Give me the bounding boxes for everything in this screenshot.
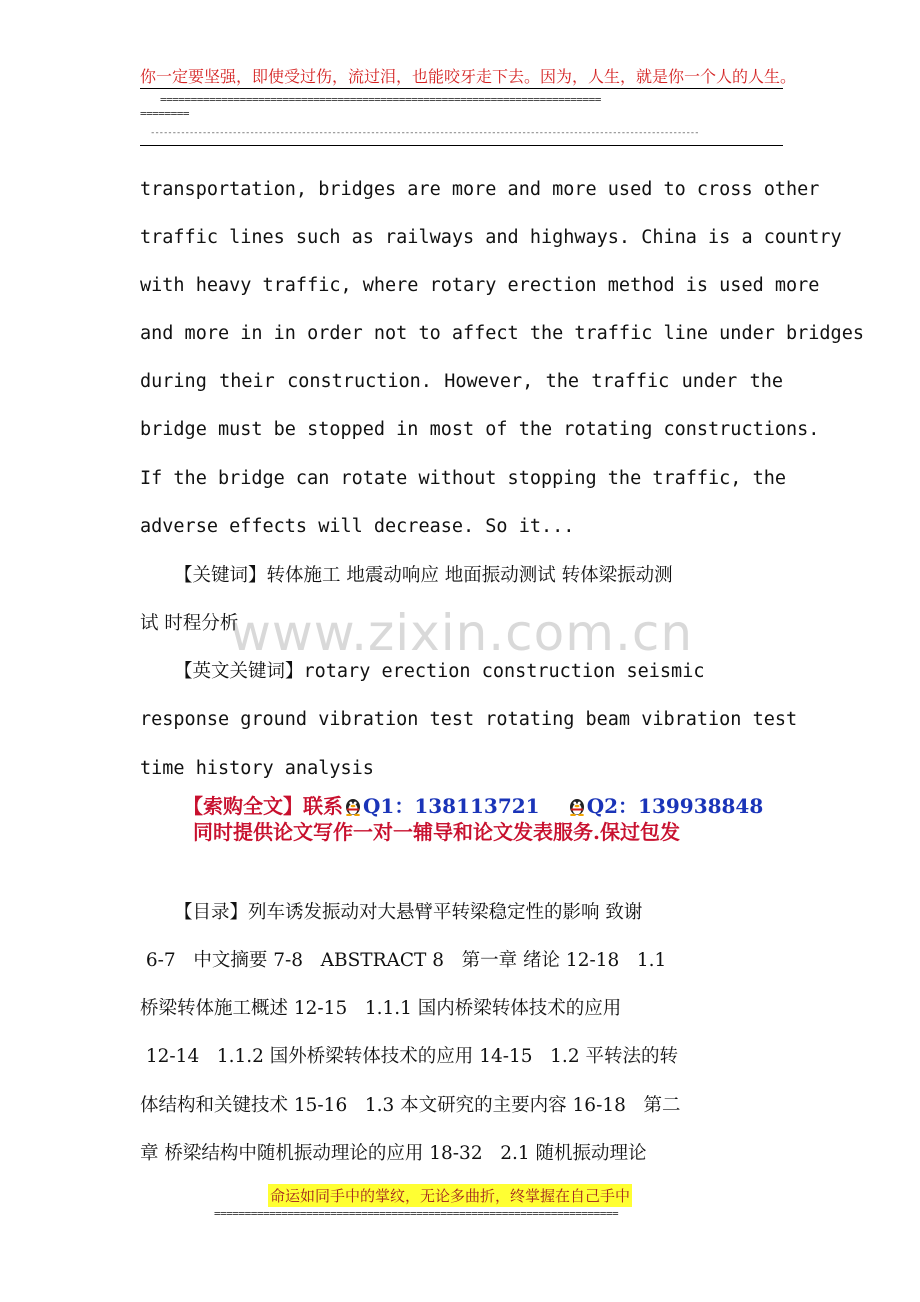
toc-line: 桥梁转体施工概述 12-15 1.1.1 国内桥梁转体技术的应用 xyxy=(140,998,622,1019)
keywords-en: 【英文关键词】rotary erection construction seismic xyxy=(174,661,705,682)
qq-penguin-icon[interactable] xyxy=(568,796,586,816)
toc-line: 章 桥梁结构中随机振动理论的应用 18-32 2.1 随机振动理论 xyxy=(140,1143,647,1164)
header-rule-top xyxy=(140,88,783,89)
watermark: www.zixin.com.cn xyxy=(230,604,694,662)
keywords-cn-cont: 试 时程分析 xyxy=(140,613,239,634)
abstract-line: during their construction. However, the traffic under the xyxy=(140,371,783,392)
header-motto: 你一定要坚强，即使受过伤，流过泪，也能咬牙走下去。因为，人生，就是你一个人的人生。 xyxy=(140,67,797,86)
purchase-service: 同时提供论文写作一对一辅导和论文发表服务.保过包发 xyxy=(193,820,680,844)
footer-equals-line: ================================================================== xyxy=(214,1207,619,1220)
purchase-q2[interactable]: Q2：139938848 xyxy=(586,794,764,818)
purchase-contact xyxy=(183,790,763,819)
header-equals-line-cont: ======== xyxy=(140,107,189,120)
abstract-line: adverse effects will decrease. So it... xyxy=(140,516,575,537)
header-rule-bottom xyxy=(140,145,783,146)
toc-line: 【目录】列车诱发振动对大悬臂平转梁稳定性的影响 致谢 xyxy=(174,902,643,923)
toc-line: 12-14 1.1.2 国外桥梁转体技术的应用 14-15 1.2 平转法的转 xyxy=(140,1046,678,1067)
purchase-label: 【索购全文】联系 xyxy=(183,794,343,818)
abstract-line: with heavy traffic, where rotary erection method is used more xyxy=(140,275,820,296)
abstract-line: transportation, bridges are more and more used to cross other xyxy=(140,179,820,200)
header-equals-line: ======================================================================== xyxy=(160,93,601,106)
purchase-q1[interactable]: Q1：138113721 xyxy=(363,794,540,818)
footer-motto: 命运如同手中的掌纹，无论多曲折，终掌握在自己手中 xyxy=(268,1184,632,1207)
abstract-line: bridge must be stopped in most of the rotating constructions. xyxy=(140,419,820,440)
toc-line: 6-7 中文摘要 7-8 ABSTRACT 8 第一章 绪论 12-18 1.1 xyxy=(140,950,667,971)
header-dash-line: ------------------------------------------------------------------------------------------------------------------------------- xyxy=(150,128,699,138)
keywords-en-cont: response ground vibration test rotating beam vibration test xyxy=(140,709,798,730)
keywords-cn: 【关键词】转体施工 地震动响应 地面振动测试 转体梁振动测 xyxy=(174,565,673,586)
qq-penguin-icon[interactable] xyxy=(344,796,362,816)
abstract-line: If the bridge can rotate without stopping the traffic, the xyxy=(140,468,787,489)
abstract-line: traffic lines such as railways and highways. China is a country xyxy=(140,227,842,248)
toc-line: 体结构和关键技术 15-16 1.3 本文研究的主要内容 16-18 第二 xyxy=(140,1095,681,1116)
keywords-en-cont: time history analysis xyxy=(140,758,374,779)
abstract-line: and more in in order not to affect the traffic line under bridges xyxy=(140,323,864,344)
